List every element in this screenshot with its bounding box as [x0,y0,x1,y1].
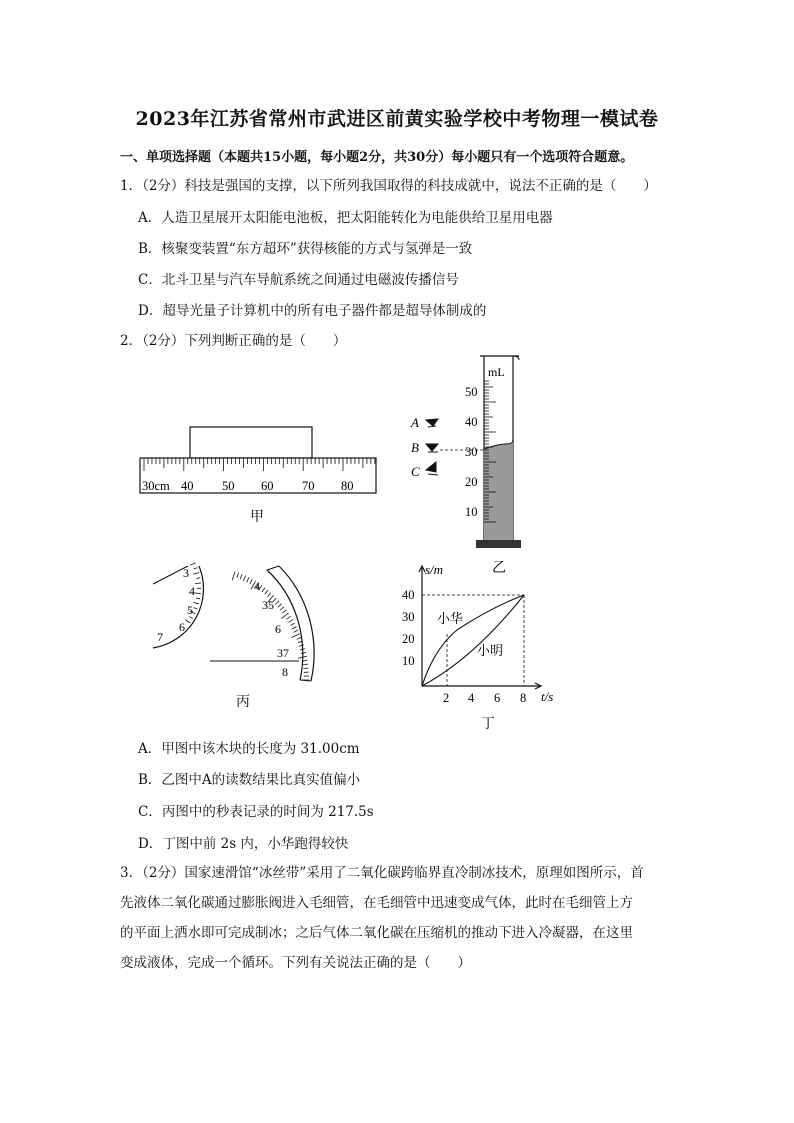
cylinder-tick-label: 10 [465,505,478,519]
scale-tick [237,573,239,578]
scale-tick [292,627,296,629]
x-tick-label: 2 [443,691,450,705]
big-dial-label: 4 [254,579,260,593]
eye-icon [426,444,438,452]
scale-tick [280,607,284,610]
eye-icon [426,462,438,475]
scale-tick [281,613,288,619]
y-tick-label: 30 [402,610,415,624]
ruler-tick-label: 50 [222,479,235,493]
y-axis-label: s/m [425,562,444,577]
scale-tick [247,577,249,582]
figure-jia-ruler [136,420,384,525]
cylinder-tick-label: 50 [465,385,478,399]
scale-tick [193,573,199,574]
q3-line: 的平面上洒水即可完成制冰；之后气体二氧化碳在压缩机的推动下进入冷凝器，在这里 [120,925,633,941]
scale-tick [297,637,302,639]
scale-tick [196,598,200,599]
q1-option-c: C．北斗卫星与汽车导航系统之间通过电磁波传播信号 [138,272,459,288]
q1-option-d: D．超导光量子计算机中的所有电子器件都是超导体制成的 [138,303,487,319]
small-dial-label: 4 [189,584,195,598]
big-dial-label: 6 [275,622,281,636]
scale-tick [232,571,235,580]
eye-position-label: C [411,464,420,479]
eye-position-label: A [411,415,419,430]
ruler-tick-label: 30cm [142,479,170,493]
scale-tick [194,568,198,569]
curve-xiaoming [422,595,524,686]
q3-line: 变成液体，完成一个循环。下列有关说法正确的是（ ） [120,955,471,971]
x-axis-label: t/s [541,689,554,704]
ruler-tick-label: 40 [181,479,194,493]
eye-icon [426,419,438,427]
scale-tick [278,604,282,608]
figure-bing-caption: 丙 [236,695,250,710]
q2-option-c: C．丙图中的秒表记录的时间为 217.5s [138,804,374,820]
q3-line: 3．（2分）国家速滑馆“冰丝带”采用了二氧化碳跨临界直冷制冰技术，原理如图所示，首 [120,865,644,881]
big-dial-label: 8 [282,665,288,679]
q1-option-a: A．人造卫星展开太阳能电池板，把太阳能转化为电能供给卫星用电器 [138,210,553,226]
eye-position-label: B [411,440,419,455]
cylinder-tick-label: 40 [465,415,478,429]
x-tick-label: 8 [520,691,527,705]
q3-line: 先液体二氧化碳通过膨胀阀进入毛细管，在毛细管中迅速变成气体，此时在毛细管上方 [120,895,633,911]
scale-tick [290,623,294,626]
cylinder-base [476,540,521,548]
figure-ding-caption: 丁 [481,717,495,732]
scale-tick [185,620,190,623]
figure-yi-caption: 乙 [492,561,506,576]
scale-tick [282,610,286,613]
scale-tick [194,608,198,609]
scale-tick [243,576,245,581]
scale-tick [289,620,293,623]
y-tick-label: 20 [402,632,415,646]
scale-tick [193,602,199,604]
series-label-xiaoming: 小明 [477,643,504,658]
q2-option-a: A．甲图中该木块的长度为 31.00cm [138,741,360,757]
y-tick-label: 40 [402,588,415,602]
x-tick-label: 4 [468,691,475,705]
question-3-stem [120,858,680,978]
small-dial-label: 6 [179,620,185,634]
cylinder-tick-label: 20 [465,475,478,489]
question-2-stem: 2．（2分）下列判断正确的是（ ） [120,333,347,349]
small-dial-label: 7 [157,630,163,644]
section-heading: 一、单项选择题（本题共15小题，每小题2分，共30分）每小题只有一个选项符合题意。 [120,150,634,165]
figure-jia-caption: 甲 [250,510,264,525]
page-title: 2023年江苏省常州市武进区前黄实验学校中考物理一模试卷 [135,108,659,130]
scale-tick [275,601,279,605]
scale-tick [292,634,300,638]
scale-tick [268,593,271,597]
scale-tick [287,616,291,619]
scale-tick [250,579,252,584]
question-1-stem: 1．（2分）科技是强国的支撑，以下所列我国取得的科技成就中，说法不正确的是（ ） [120,178,657,194]
scale-tick [303,664,308,665]
scale-tick [190,563,195,565]
figure-ding-graph [395,558,570,736]
ruler-tick-label: 80 [341,479,354,493]
figure-yi-cylinder [400,352,540,580]
scale-tick [265,590,268,594]
q2-option-b: B．乙图中A的读数结果比真实值偏小 [138,772,361,788]
ruler-tick-label: 60 [261,479,274,493]
y-tick-label: 10 [402,654,415,668]
q1-option-b: B．核聚变装置“东方超环”获得核能的方式与氢弹是一致 [138,241,473,257]
cylinder-tick-label: 30 [465,445,478,459]
small-dial-label: 5 [187,603,193,617]
q2-option-d: D．丁图中前 2s 内，小华跑得较快 [138,836,349,852]
scale-tick [303,668,308,669]
wooden-block [190,427,312,458]
small-dial-label: 3 [183,566,189,580]
unit-label: mL [488,365,505,379]
scale-tick [240,574,242,579]
big-dial-label: 35 [262,598,274,612]
scale-tick [196,578,200,579]
scale-tick [262,588,265,592]
liquid-column [484,440,513,540]
x-tick-label: 6 [494,691,501,705]
curve-xiaohua [422,595,524,686]
scale-tick [294,630,298,632]
series-label-xiaohua: 小华 [437,611,464,626]
figure-bing-stopwatch [146,560,316,715]
scale-tick [195,593,201,594]
big-dial-label: 37 [277,646,289,660]
ruler-tick-label: 70 [302,479,315,493]
